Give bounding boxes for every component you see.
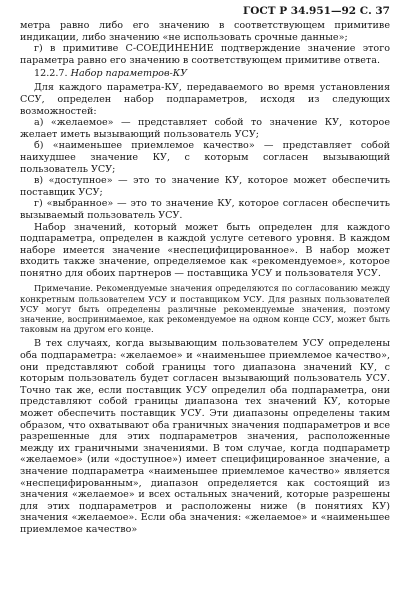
section-title: Набор параметров-КУ <box>70 68 188 80</box>
note-text: Рекомендуемые значения определяются по согласованию между конкретным пользователем УСУ и поставщиком УСУ. Для разных пользователей УСУ могут быть определены различные рекомендуемые значения, поэтому значение, воспринимаемое, как рекомендуемое на одном конце ССУ, может быть таковым на другом его конце. <box>20 283 390 335</box>
list-item-a: а) «желаемое» — представляет собой то значение КУ, которое желает иметь вызывающий пользователь УСУ; <box>20 117 390 140</box>
section-heading <box>20 68 390 80</box>
paragraph-ranges: В тех случаях, когда вызывающим пользователем УСУ определены оба подпараметра: «желаемое» и «наименьшее приемлемое качество», они представляют собой границы того диапазона значений КУ, с которым пользователь будет согласен вызывающий пользователь УСУ. Точно так же, если поставщик УСУ определил оба подпараметра, они представляют собой границы диапазона тех значений КУ, которые может обеспечить поставщик УСУ. Эти диапазоны определены таким образом, что охватывают оба граничных значения подпараметров и все разрешенные для этих подпараметров значения, расположенные между их граничными значениями. В том случае, когда подпараметр «желаемое» (или «доступное») имеет специфицированное значение, а значение подпараметра «наименьшее приемлемое качество» является «неспецифированным», диапазон определяется как состоящий из значения «желаемое» и всех остальных значений, которые разрешены для этих подпараметров и расположены ниже (в понятиях КУ) значения «желаемое». Если оба значения: «желаемое» и «наименьшее приемлемое качество» <box>20 338 390 535</box>
paragraph-intro: Для каждого параметра-КУ, передаваемого во время установления ССУ, определен набор подпараметров, исходя из следующих возможностей: <box>20 82 390 117</box>
document-page <box>20 4 390 612</box>
running-title: ГОСТ Р 34.951—92 С. 37 <box>242 5 390 17</box>
running-header <box>20 4 390 20</box>
note-block <box>20 283 390 334</box>
list-item-v: в) «доступное» — это то значение КУ, которое может обеспечить поставщик УСУ; <box>20 175 390 198</box>
list-item-g-connect-confirm: г) в примитиве С-СОЕДИНЕНИЕ подтверждение значение этого параметра равно его значению в соответствующем примитиве ответа. <box>20 43 390 66</box>
list-item-g: г) «выбранное» — это то значение КУ, которое согласен обеспечить вызываемый пользователь УСУ. <box>20 198 390 221</box>
paragraph-value-set: Набор значений, который может быть определен для каждого подпараметра, определен в каждой услуге сетевого уровня. В каждом наборе имеется значение «неспецифицированное». В набор может входить также значение, определяемое как «рекомендуемое», которое понятно для обоих партнеров — поставщика УСУ и пользователя УСУ. <box>20 221 390 279</box>
list-item-b: б) «наименьшее приемлемое качество» — представляет собой наихудшее значение КУ, с которым согласен вызывающий пользователь УСУ; <box>20 140 390 175</box>
note-label: Примечание. <box>34 283 94 294</box>
paragraph-continuation: метра равно либо его значению в соответствующем примитиве индикации, либо значению «не использовать срочные данные»; <box>20 20 390 43</box>
section-number: 12.2.7. <box>34 68 68 80</box>
